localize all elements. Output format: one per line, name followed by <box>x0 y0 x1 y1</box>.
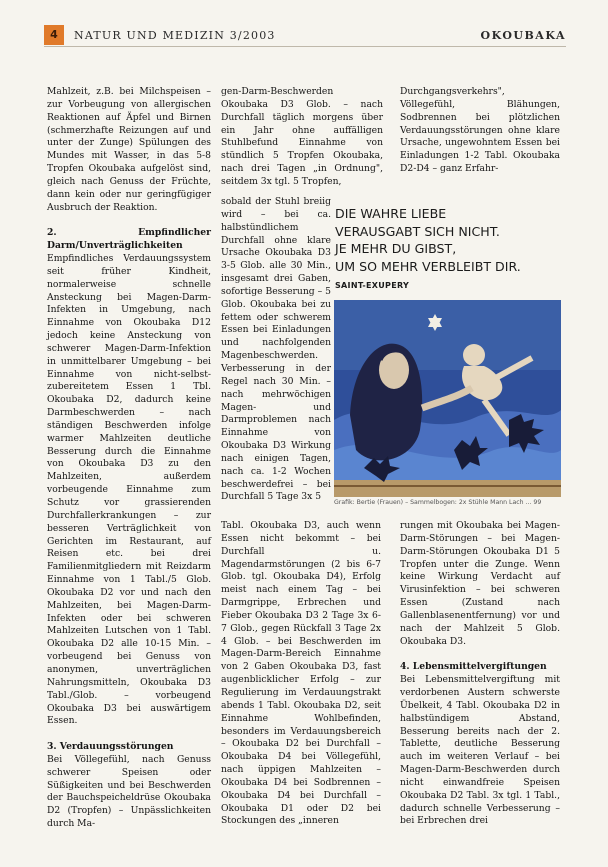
header-divider <box>44 46 566 47</box>
column-2-bottom <box>221 520 381 828</box>
section-heading-3: 3. Verdauungsstörungen <box>47 741 174 753</box>
quote-line: VERAUSGABT SICH NICHT. <box>335 223 500 239</box>
paragraph: Bei Völlegefühl, nach Genuss schwerer Speisen oder Süßigkeiten und bei Beschwerden der Bauchspeicheldrüse Okoubaka D2 (Tropfen) – Unpässlichkeiten durch Ma- <box>47 753 211 830</box>
paragraph: gen-Darm-Beschwerden Okoubaka D3 Glob. – nach Durchfall täglich morgens über ein Jahr ohne auffälligen Stuhlbefund Einnahme von stündlich 5 Tropfen Okoubaka, nach drei Tagen „in Ordnung", seitdem 3x tgl. 5 Tropfen, <box>221 86 383 187</box>
paragraph: Empfindliches Verdauungssystem seit früher Kindheit, normalerweise schnelle Ansteckung bei Magen-Darm-Infekten in Umgebung, nach Einnahme von Okoubaka D12 jedoch keine Ansteckung von schwerer Magen-Darm-Infektion in unmittelbarer Umgebung – bei Einnahme von nicht-selbst-zubereitetem Essen 1 Tbl. Okoubaka D2, dadurch keine Darmbeschwerden – nach ständigen Beschwerden infolge warmer Mahlzeiten deutliche Besserung durch die Einnahme von Okoubaka D3 zu den Mahlzeiten, außerdem vorbeugende Einnahme zum Schutz vor grassierenden Durchfallerkrankungen – zur besseren Verträglichkeit von Gerichten im Restaurant, auf Reisen etc. bei drei Familienmitgliedern mit Reizdarm Einnahme von 1 Tabl./5 Glob. Okoubaka D2 vor und nach den Mahlzeiten, bei Magen-Darm-Infekten oder bei schweren Mahlzeiten Lutschen von 1 Tabl. Okoubaka D2 alle 10-15 Min. – vorbeugend bei Genuss von anonymen, unverträglichen Nahrungsmitteln, Okoubaka D3 Tabl./Glob. – vorbeugend Okoubaka D3 bei auswärtigem Essen. <box>47 252 211 727</box>
image-caption: Grafik: Bertie (Frauen) – Sammelbogen: 2x Stühle Mann Lach ... 99 <box>334 499 542 506</box>
quote-line: DIE WAHRE LIEBE <box>335 206 447 221</box>
paragraph: Durchgangsverkehrs", Völlegefühl, Blähungen, Sodbrennen bei plötzlichen Verdauungsstörungen ohne klare Ursache, ungewohntem Essen bei Einladungen 1-2 Tabl. Okoubaka D2-D4 – ganz Erfahr- <box>400 86 560 175</box>
column-3-top <box>400 86 560 176</box>
column-2-top <box>221 86 383 189</box>
section-heading-4: 4. Lebensmittelvergiftungen <box>400 661 547 673</box>
page-number: 4 <box>44 25 64 45</box>
quote-line: UM SO MEHR VERBLEIBT DIR. <box>335 258 521 274</box>
paragraph: Tabl. Okoubaka D3, auch wenn Essen nicht bekommt – bei Durchfall u. Magendarmstörungen (2 bis 6-7 Glob. tgl. Okoubaka D4), Erfolg meist nach einem Tag – bei Darmgrippe, Erbrechen und Fieber Okoubaka D3 2 Tage 3x 6-7 Glob., gegen Rückfall 3 Tage 2x 4 Glob. – bei Beschwerden im Magen-Darm-Bereich Einnahme von 2 Gaben Okoubaka D3, fast augenblicklicher Erfolg – zur Regulierung im Verdauungstrakt abends 1 Tabl. Okoubaka D2, seit Einnahme Wohlbefinden, besonders im Verdauungsbereich – Okoubaka D2 bei Durchfall – Okoubaka D4 bei Völlegefühl, nach üppigen Mahlzeiten – Okoubaka D4 bei Sodbrennen – Okoubaka D4 bei Durchfall – Okoubaka D1 oder D2 bei Stockungen des „inneren <box>221 520 381 827</box>
column-1 <box>47 86 211 831</box>
paragraph: Mahlzeit, z.B. bei Milchspeisen – zur Vorbeugung von allergischen Reaktionen auf Äpfel und Birnen (schmerzhafte Reizungen auf und unter der Zunge) Spülungen des Mundes mit Wasser, in das 5-8 Tropfen Okoubaka aufgelöst sind, gleich nach Genuss der Früchte, dann kein oder nur geringfügiger Ausbruch der Reaktion. <box>47 86 211 213</box>
column-2-narrow <box>221 196 331 504</box>
page-header <box>44 25 566 47</box>
journal-title: NATUR UND MEDIZIN 3/2003 <box>74 29 276 42</box>
section-title: OKOUBAKA <box>480 29 566 42</box>
paragraph: rungen mit Okoubaka bei Magen-Darm-Störungen – bei Magen-Darm-Störungen Okoubaka D1 5 Tropfen unter die Zunge. Wenn keine Wirkung Verdacht auf Virusinfektion – bei schweren Essen (Zustand nach Gallenblasenentfernung) vor und nach der Mahlzeit 5 Glob. Okoubaka D3. <box>400 520 560 647</box>
section-heading-2: 2. Empfindlicher Darm/Unverträglichkeiten <box>47 227 211 252</box>
paragraph: sobald der Stuhl breiig wird – bei ca. halbstündlichem Durchfall ohne klare Ursache Okoubaka D3 3-5 Glob. alle 30 Min., insgesamt drei Gaben, sofortige Besserung – 5 Glob. Okoubaka bei zu fettem oder schwerem Essen bei Einladungen und nachfolgenden Magenbeschwerden. Verbesserung in der Regel nach 30 Min. – nach mehrwöchigen Magen- und Darmproblemen nach Einnahme von Okoubaka D3 Wirkung nach einigen Tagen, nach ca. 1-2 Wochen beschwerdefrei – bei Durchfall 5 Tage 3x 5 <box>221 196 331 503</box>
column-3-bottom <box>400 520 560 828</box>
pull-quote <box>335 205 560 290</box>
illustration-image <box>334 300 561 497</box>
quote-line: JE MEHR DU GIBST, <box>335 241 457 256</box>
quote-author: SAINT-EXUPERY <box>335 281 410 290</box>
paragraph: Bei Lebensmittelvergiftung mit verdorbenen Austern schwerste Übelkeit, 4 Tabl. Okoubaka D2 in halbstündigem Abstand, Besserung bereits nach der 2. Tablette, deutliche Besserung auch im weiteren Verlauf – bei Magen-Darm-Beschwerden durch nicht einwandfreie Speisen Okoubaka D2 Tabl. 3x tgl. 1 Tabl., dadurch schnelle Verbesserung – bei Erbrechen drei <box>400 674 560 827</box>
